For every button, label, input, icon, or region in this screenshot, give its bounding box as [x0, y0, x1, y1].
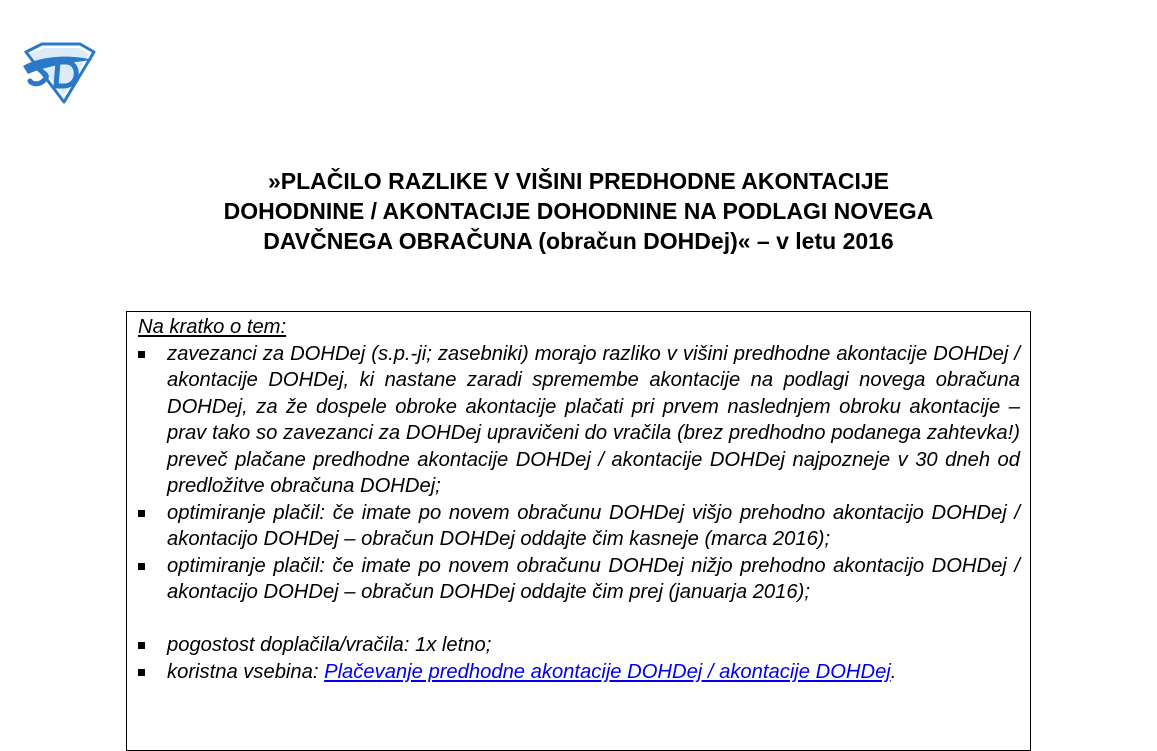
list-item-text: pogostost doplačila/vračila: 1x letno;	[167, 634, 492, 656]
list-item	[138, 659, 1020, 686]
list-item-text: optimiranje plačil: če imate po novem obračunu DOHDej nižjo prehodno akontacijo DOHDej / akontacijo DOHDej – obračun DOHDej oddajte čim prej (januarja 2016);	[167, 554, 1020, 603]
summary-box	[126, 311, 1031, 751]
useful-content-link[interactable]: Plačevanje predhodne akontacije DOHDej / akontacije DOHDej	[324, 660, 891, 683]
company-logo	[20, 40, 96, 104]
square-bullet-icon	[138, 563, 145, 570]
list-item	[138, 341, 1020, 500]
summary-list	[138, 341, 1020, 686]
list-item-text: optimiranje plačil: če imate po novem obračunu DOHDej višjo prehodno akontacijo DOHDej / akontacijo DOHDej – obračun DOHDej oddajte čim kasneje (marca 2016);	[167, 501, 1020, 550]
list-item-suffix: .	[890, 660, 897, 683]
list-item	[138, 553, 1020, 606]
title-line-1: »PLAČILO RAZLIKE V VIŠINI PREDHODNE AKONTACIJE	[267, 168, 890, 194]
list-item	[138, 500, 1020, 553]
square-bullet-icon	[138, 669, 145, 676]
list-item-prefix: koristna vsebina:	[167, 660, 325, 683]
summary-heading: Na kratko o tem:	[138, 316, 287, 338]
square-bullet-icon	[138, 642, 145, 649]
sd-logo-icon	[20, 40, 96, 104]
list-item-text: zavezanci za DOHDej (s.p.-ji; zasebniki) morajo razliko v višini predhodne akontacije DOHDej / akontacije DOHDej, ki nastane zaradi spremembe akontacije na podlagi novega obračuna DOHDej, za že dospele obroke akontacije plačati pri prvem naslednjem obroku akontacije – prav tako so zavezanci za DOHDej upravičeni do vračila (brez predhodno podanega zahtevka!) preveč plačane predhodne akontacije DOHDej / akontacije DOHDej najpozneje v 30 dneh od predložitve obračuna DOHDej;	[167, 342, 1020, 497]
square-bullet-icon	[138, 351, 145, 358]
title-line-3: DAVČNEGA OBRAČUNA (obračun DOHDej)« – v letu 2016	[263, 228, 894, 254]
square-bullet-icon	[138, 510, 145, 517]
list-item	[138, 632, 1020, 659]
document-title	[0, 166, 1157, 256]
title-line-2: DOHODNINE / AKONTACIJE DOHODNINE NA PODLAGI NOVEGA	[223, 198, 934, 224]
